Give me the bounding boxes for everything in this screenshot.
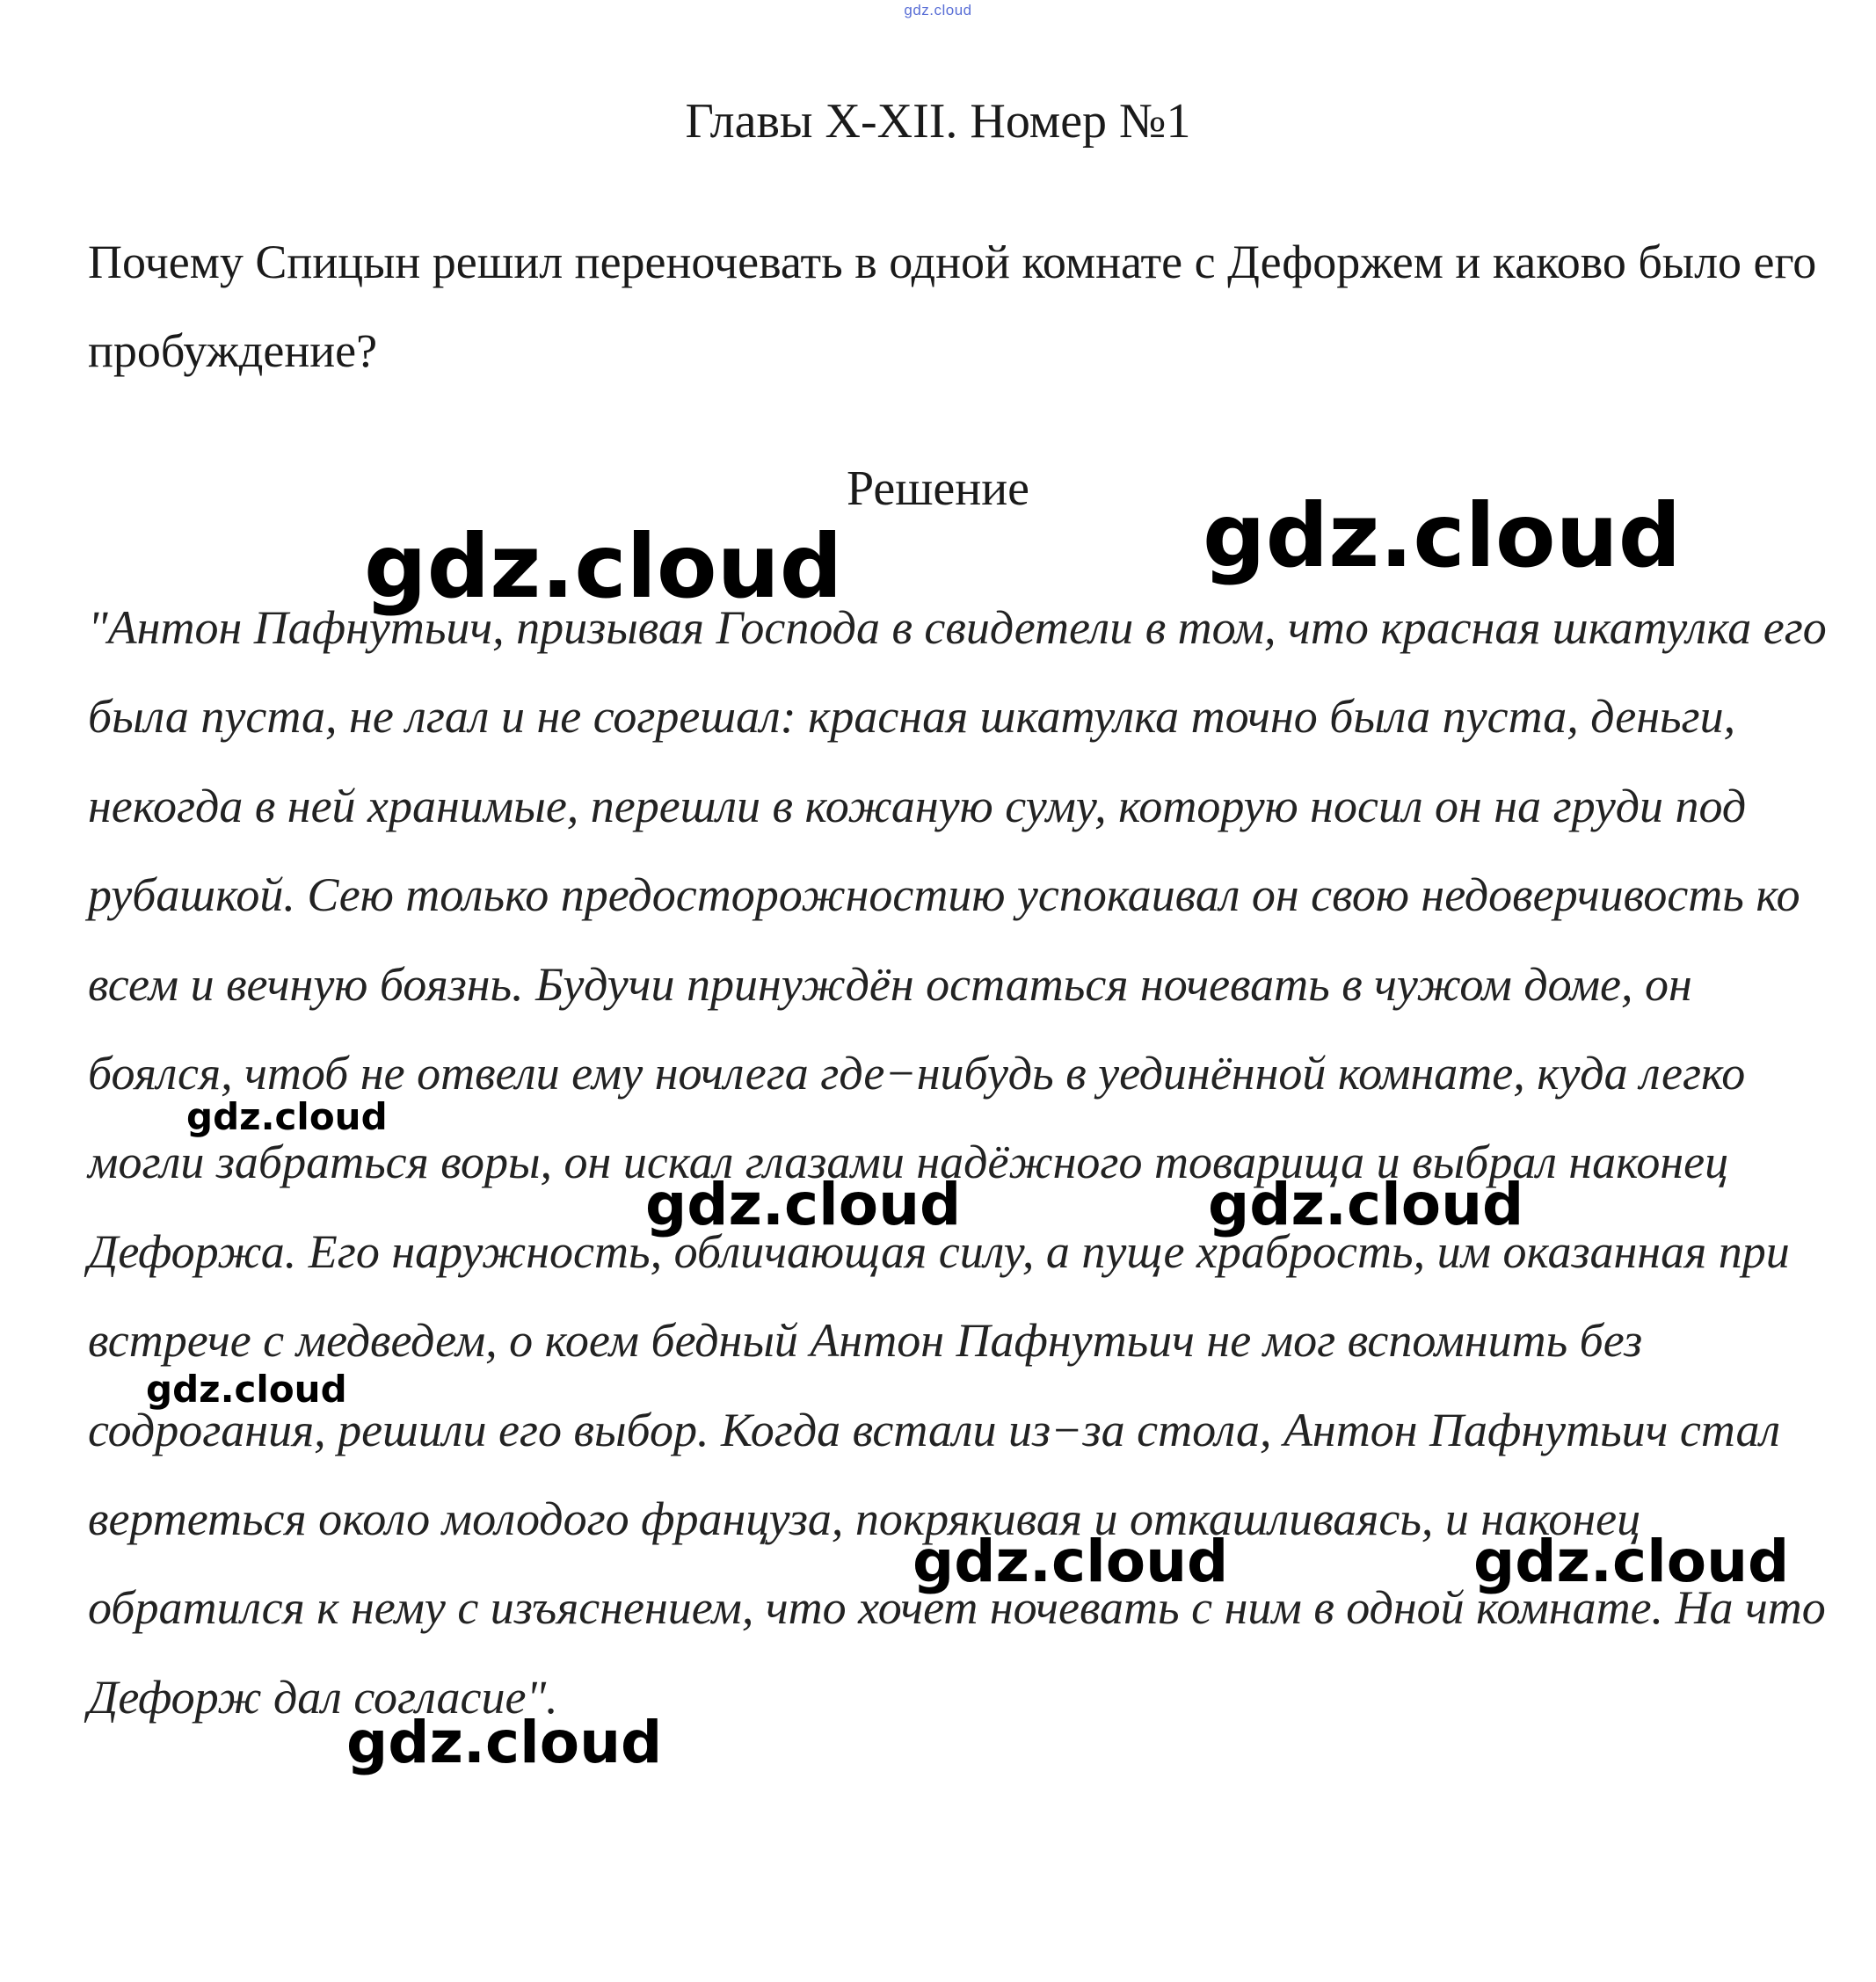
page-title: Главы X-XII. Номер №1 (685, 94, 1191, 149)
watermark: gdz.cloud (645, 1171, 962, 1238)
watermark: gdz.cloud (346, 1709, 663, 1776)
solution-text: "Антон Пафнутьич, призывая Господа в свидетели в том, что красная шкатулка его была пуста, не лгал и не согрешал: красная шкатулка точно была пуста, деньги, некогда в ней хранимые, перешли в кожаную суму, которую носил он на груди под рубашкой. Сею только предосторожностию успокаивал он свою недоверчивость ко всем и вечную боязнь. Будучи принуждён остаться ночевать в чужом доме, он боялся, чтоб не отвели ему ночлега где−нибудь в уединённой комнате, куда легко могли забраться воры, он искал глазами надёжного товарища и выбрал наконец Дефоржа. Его наружность, обличающая силу, а пуще храбрость, им оказанная при встрече с медведем, о коем бедный Антон Пафнутьич не мог вспомнить без содрогания, решили его выбор. Когда встали из−за стола, Антон Пафнутьич стал вертеться около молодого француза, покрякивая и откашливаясь, и наконец обратился к нему с изъяснением, что хочет ночевать с ним в одной комнате. На что Дефорж дал согласие". (88, 601, 1827, 1724)
watermark: gdz.cloud (364, 515, 843, 618)
watermark: gdz.cloud (146, 1368, 347, 1411)
top-watermark: gdz.cloud (904, 2, 972, 18)
watermark: gdz.cloud (1203, 484, 1682, 587)
question-text: Почему Спицын решил переночевать в одной комнате с Дефоржем и каково было его пробуждение? (88, 236, 1817, 377)
solution-heading: Решение (846, 461, 1030, 516)
watermark: gdz.cloud (913, 1528, 1229, 1595)
watermark: gdz.cloud (186, 1095, 388, 1138)
watermark: gdz.cloud (1208, 1171, 1524, 1238)
watermark: gdz.cloud (1473, 1528, 1790, 1595)
